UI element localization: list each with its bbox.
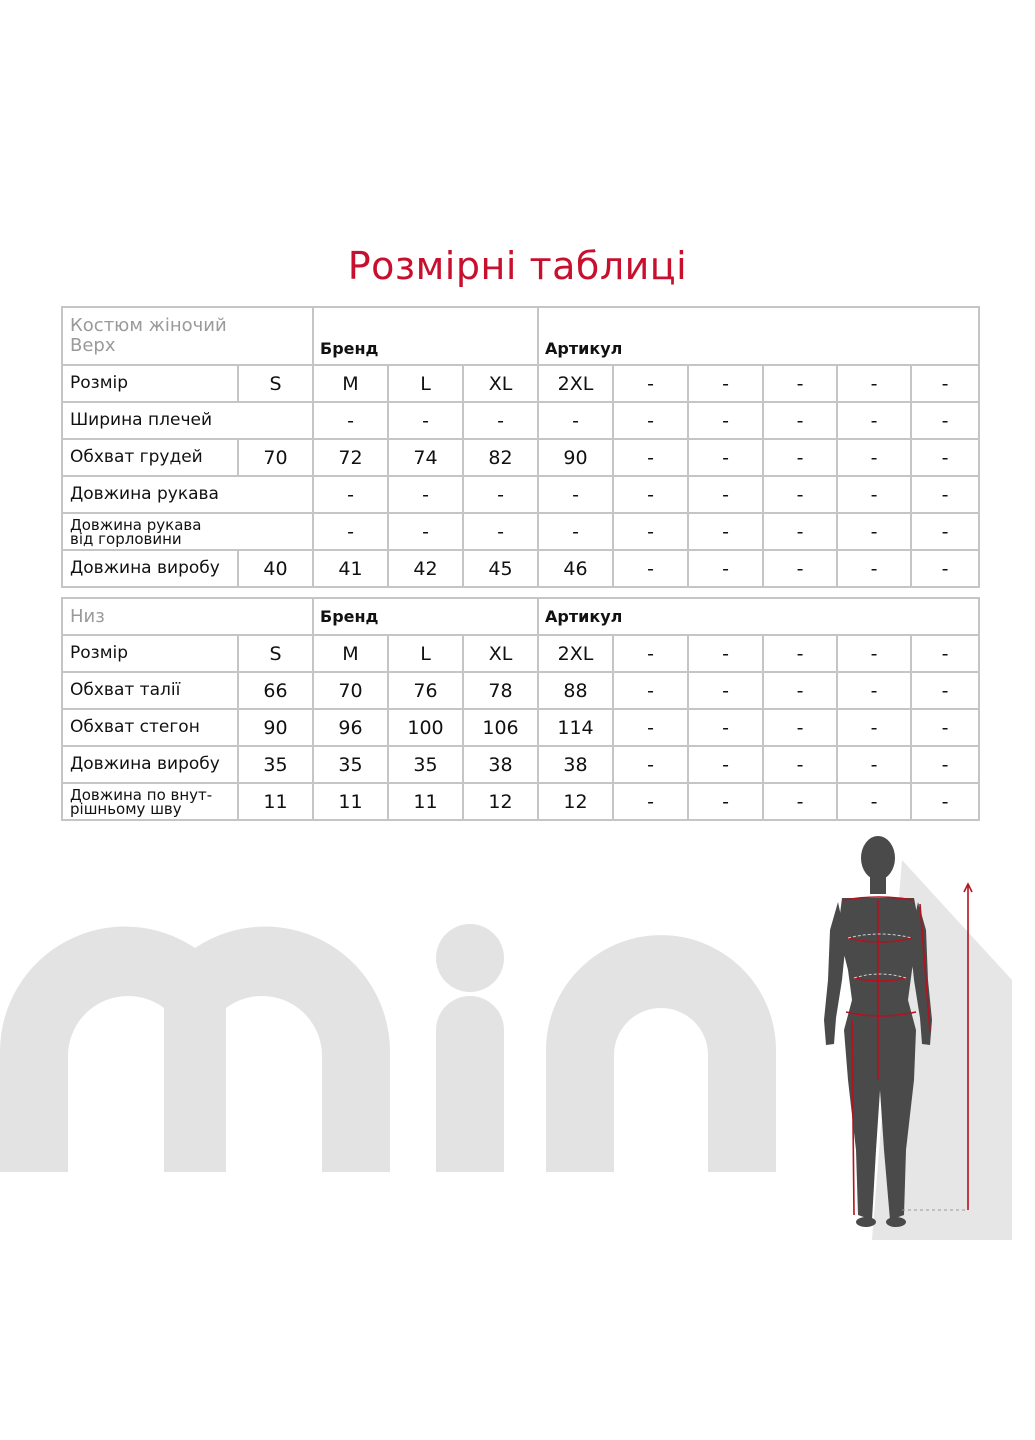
cell: 66 — [238, 672, 313, 709]
cell: 38 — [463, 746, 538, 783]
cell: S — [238, 365, 313, 402]
cell: - — [911, 513, 979, 550]
cell: - — [763, 513, 837, 550]
cell: 46 — [538, 550, 613, 587]
cell: 72 — [313, 439, 388, 476]
cell: - — [911, 476, 979, 513]
cell: - — [613, 783, 688, 820]
cell: - — [313, 402, 388, 439]
cell: - — [613, 476, 688, 513]
cell: - — [313, 476, 388, 513]
cell: - — [763, 709, 837, 746]
cell: - — [763, 550, 837, 587]
cell: 41 — [313, 550, 388, 587]
row-label-line2: від горловини — [70, 529, 182, 548]
cell: - — [911, 746, 979, 783]
product-label-line1: Костюм жіночий — [70, 315, 227, 336]
cell: 45 — [463, 550, 538, 587]
cell: - — [911, 635, 979, 672]
brand-logo-icon — [0, 900, 800, 1190]
figure-neck — [870, 876, 886, 894]
cell: - — [613, 402, 688, 439]
cell: - — [688, 476, 763, 513]
cell: XL — [463, 365, 538, 402]
row-label — [62, 783, 238, 820]
cell: - — [911, 402, 979, 439]
cell: - — [837, 783, 911, 820]
cell: - — [688, 635, 763, 672]
cell: 11 — [238, 783, 313, 820]
cell: 82 — [463, 439, 538, 476]
cell: - — [688, 365, 763, 402]
top-size-table — [61, 306, 980, 588]
table-row — [62, 402, 979, 439]
cell: - — [837, 513, 911, 550]
cell: - — [613, 550, 688, 587]
body-figure-icon — [812, 820, 1012, 1250]
cell: - — [613, 365, 688, 402]
row-label: Довжина виробу — [62, 746, 238, 783]
cell: 70 — [313, 672, 388, 709]
cell: - — [763, 746, 837, 783]
cell: - — [613, 672, 688, 709]
cell: 38 — [538, 746, 613, 783]
table-row — [62, 783, 979, 820]
row-label: Розмір — [62, 635, 238, 672]
cell: - — [613, 513, 688, 550]
top-table-header — [62, 307, 979, 365]
row-label — [62, 513, 313, 550]
cell: - — [463, 513, 538, 550]
cell: - — [688, 783, 763, 820]
logo-letter-i-stem — [436, 996, 504, 1172]
row-label: Ширина плечей — [62, 402, 313, 439]
cell: 114 — [538, 709, 613, 746]
row-label: Розмір — [62, 365, 238, 402]
cell: 100 — [388, 709, 463, 746]
figure-right-foot — [886, 1217, 906, 1227]
cell: 78 — [463, 672, 538, 709]
logo-letter-i-dot — [436, 924, 504, 992]
table-row — [62, 365, 979, 402]
cell: - — [388, 476, 463, 513]
row-label-line2: рішньому шву — [70, 799, 182, 818]
cell: 70 — [238, 439, 313, 476]
article-label: Артикул — [538, 307, 979, 365]
row-label: Обхват грудей — [62, 439, 238, 476]
cell: - — [688, 746, 763, 783]
bottom-size-table — [61, 597, 980, 821]
article-label: Артикул — [538, 598, 979, 635]
cell: - — [538, 513, 613, 550]
row-label-line1: Довжина по внут- — [70, 785, 213, 804]
row-label: Обхват талії — [62, 672, 238, 709]
row-label: Обхват стегон — [62, 709, 238, 746]
cell: - — [613, 635, 688, 672]
cell: - — [538, 402, 613, 439]
table-row — [62, 439, 979, 476]
cell: - — [538, 476, 613, 513]
cell: - — [911, 783, 979, 820]
row-label: Довжина рукава — [62, 476, 313, 513]
cell: 76 — [388, 672, 463, 709]
cell: - — [837, 365, 911, 402]
table-row — [62, 635, 979, 672]
cell: - — [837, 672, 911, 709]
cell: - — [911, 550, 979, 587]
cell: 106 — [463, 709, 538, 746]
logo-letter-m — [0, 927, 390, 1172]
cell: - — [763, 672, 837, 709]
cell: 12 — [463, 783, 538, 820]
cell: - — [837, 709, 911, 746]
table-row — [62, 746, 979, 783]
cell: - — [763, 365, 837, 402]
cell: - — [763, 783, 837, 820]
cell: M — [313, 365, 388, 402]
cell: - — [313, 513, 388, 550]
cell: - — [837, 746, 911, 783]
cell: - — [763, 439, 837, 476]
cell: - — [837, 476, 911, 513]
cell: - — [763, 635, 837, 672]
cell: 2XL — [538, 635, 613, 672]
cell: - — [388, 513, 463, 550]
cell: 88 — [538, 672, 613, 709]
product-label-line2: Верх — [70, 335, 116, 356]
cell: - — [688, 672, 763, 709]
cell: - — [613, 746, 688, 783]
figure-left-foot — [856, 1217, 876, 1227]
cell: L — [388, 635, 463, 672]
cell: - — [688, 709, 763, 746]
cell: - — [911, 672, 979, 709]
row-label-line1: Довжина рукава — [70, 515, 202, 534]
cell: 11 — [388, 783, 463, 820]
cell: 96 — [313, 709, 388, 746]
cell: XL — [463, 635, 538, 672]
cell: - — [763, 402, 837, 439]
cell: - — [688, 439, 763, 476]
cell: - — [463, 402, 538, 439]
row-label: Довжина виробу — [62, 550, 238, 587]
bottom-table-header — [62, 598, 979, 635]
cell: - — [837, 402, 911, 439]
cell: - — [388, 402, 463, 439]
figure-head — [861, 836, 895, 880]
table-row — [62, 672, 979, 709]
cell: - — [763, 476, 837, 513]
table-row — [62, 476, 979, 513]
cell: - — [613, 709, 688, 746]
cell: - — [837, 550, 911, 587]
brand-label: Бренд — [313, 598, 538, 635]
cell: M — [313, 635, 388, 672]
cell: - — [688, 550, 763, 587]
logo-letter-n — [546, 935, 776, 1172]
cell: - — [688, 402, 763, 439]
cell: 11 — [313, 783, 388, 820]
cell: - — [837, 439, 911, 476]
cell: S — [238, 635, 313, 672]
logo-letters — [0, 924, 776, 1172]
product-label: Низ — [62, 598, 313, 635]
cell: - — [837, 635, 911, 672]
page-title: Розмірні таблиці — [347, 244, 688, 288]
cell: - — [688, 513, 763, 550]
table-row — [62, 550, 979, 587]
table-row — [62, 513, 979, 550]
cell: - — [463, 476, 538, 513]
cell: 74 — [388, 439, 463, 476]
cell: - — [911, 365, 979, 402]
table-row — [62, 709, 979, 746]
cell: 35 — [313, 746, 388, 783]
cell: 35 — [238, 746, 313, 783]
product-label — [62, 307, 313, 365]
cell: 12 — [538, 783, 613, 820]
cell: - — [911, 709, 979, 746]
cell: - — [613, 439, 688, 476]
cell: 90 — [538, 439, 613, 476]
brand-label: Бренд — [313, 307, 538, 365]
cell: 35 — [388, 746, 463, 783]
cell: 2XL — [538, 365, 613, 402]
cell: L — [388, 365, 463, 402]
cell: 42 — [388, 550, 463, 587]
cell: 40 — [238, 550, 313, 587]
cell: 90 — [238, 709, 313, 746]
cell: - — [911, 439, 979, 476]
